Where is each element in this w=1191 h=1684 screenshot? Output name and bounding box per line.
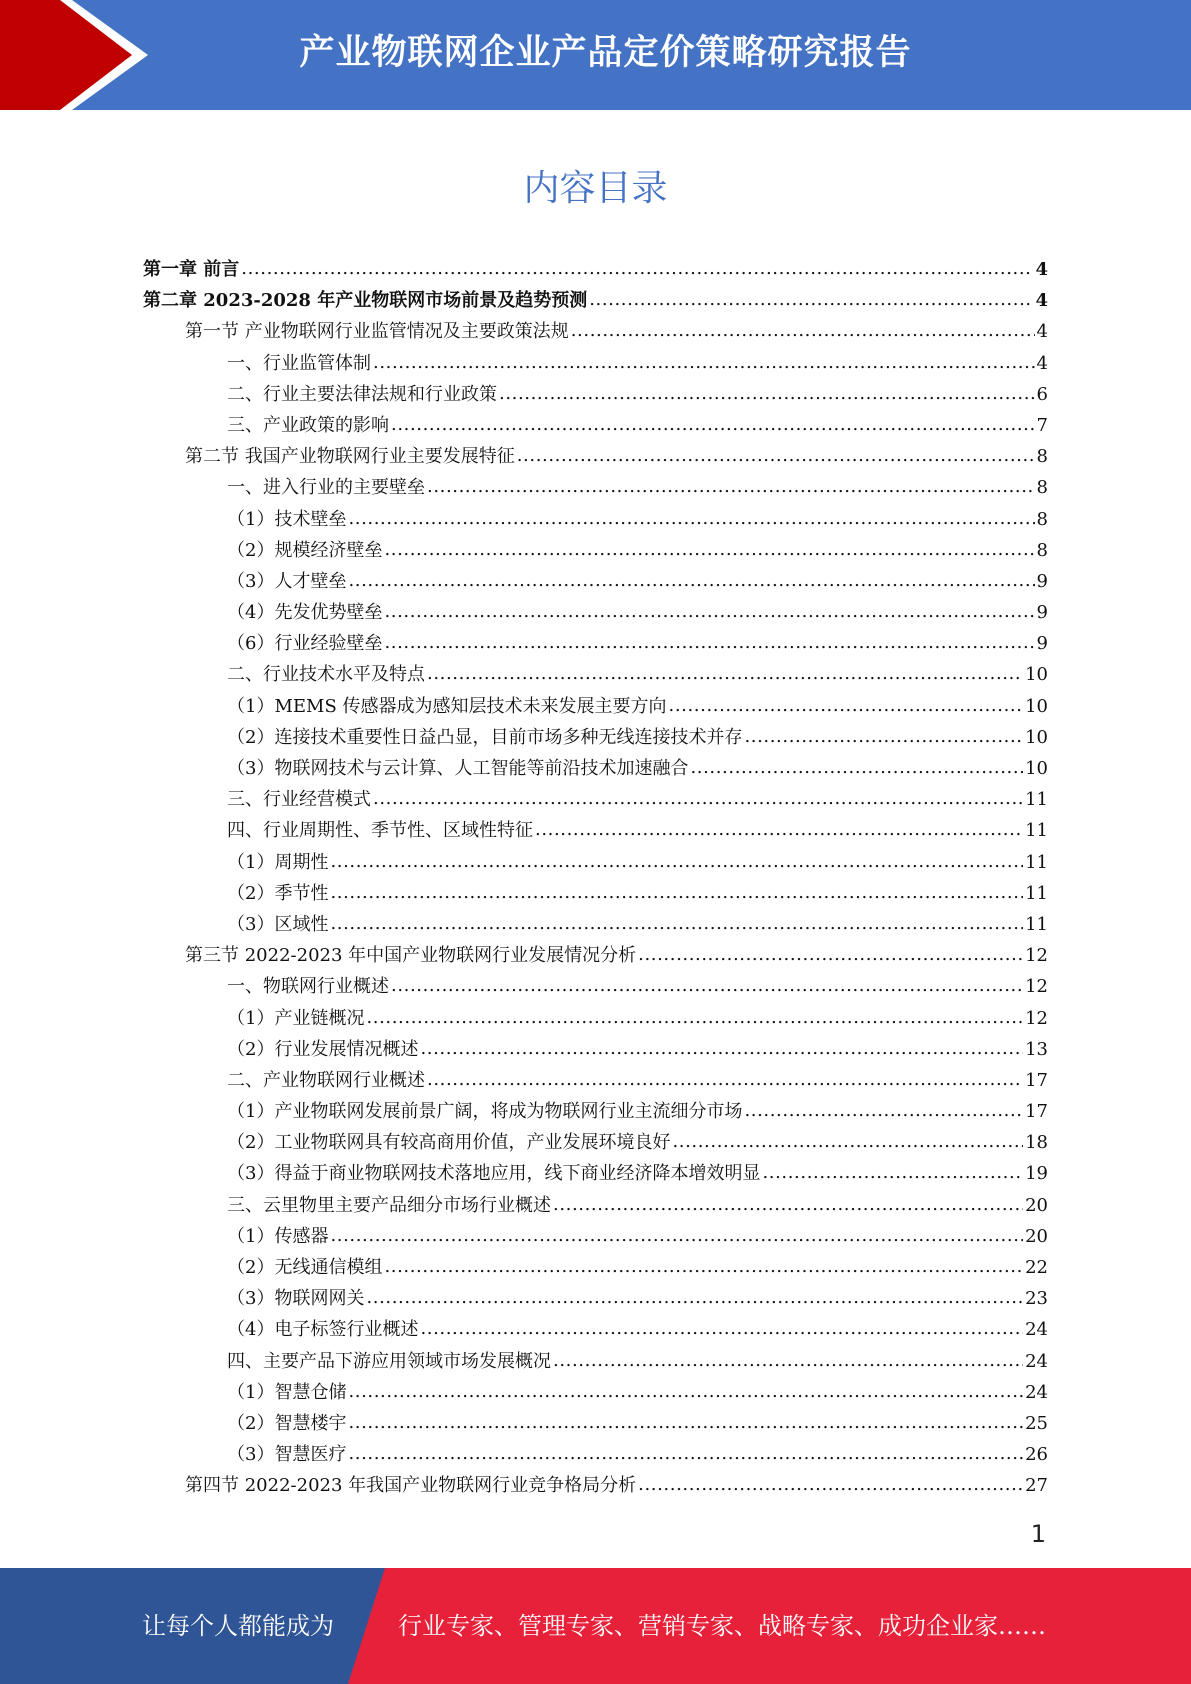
toc-dot-leader (535, 814, 1023, 845)
toc-entry[interactable] (143, 1252, 1048, 1283)
toc-entry-title: 第三节 2022-2023 年中国产业物联网行业发展情况分析 (185, 945, 637, 967)
toc-entry[interactable] (143, 1034, 1048, 1065)
toc-entry[interactable] (143, 1439, 1048, 1470)
footer-slogan-left: 让每个人都能成为 (142, 1612, 334, 1640)
toc-entry-page: 4 (1035, 259, 1048, 280)
toc-entry-title: （2）连接技术重要性日益凸显，目前市场多种无线连接技术并存 (227, 726, 743, 748)
toc-entry[interactable] (143, 1003, 1048, 1034)
toc-dot-leader (420, 1313, 1023, 1344)
toc-dot-leader (391, 970, 1023, 1001)
toc-entry[interactable] (143, 691, 1048, 722)
toc-heading: 内容目录 (523, 168, 668, 209)
toc-entry-page: 7 (1036, 414, 1048, 436)
toc-dot-leader (348, 1438, 1023, 1469)
toc-entry[interactable] (143, 441, 1048, 472)
toc-dot-leader (638, 939, 1023, 970)
toc-entry[interactable] (143, 659, 1048, 690)
toc-entry[interactable] (143, 254, 1048, 285)
toc-entry[interactable] (143, 1408, 1048, 1439)
toc-dot-leader (366, 1002, 1023, 1033)
toc-dot-leader (330, 877, 1023, 908)
toc-dot-leader (589, 284, 1033, 315)
toc-dot-leader (384, 534, 1034, 565)
toc-entry-title: （1）产业链概况 (227, 1007, 365, 1029)
toc-entry-page: 11 (1025, 789, 1048, 811)
toc-entry[interactable] (143, 285, 1048, 316)
toc-entry-title: （1）技术壁垒 (227, 508, 347, 530)
toc-entry-page: 4 (1035, 290, 1048, 312)
toc-entry[interactable] (143, 815, 1048, 846)
toc-dot-leader (330, 1220, 1023, 1251)
toc-entry-page: 8 (1036, 508, 1048, 530)
toc-dot-leader (744, 1095, 1023, 1126)
table-of-contents (143, 254, 1048, 1502)
page-number: 1 (1030, 1520, 1046, 1548)
toc-entry[interactable] (143, 940, 1048, 971)
toc-entry-title: （2）工业物联网具有较高商用价值，产业发展环境良好 (227, 1132, 671, 1154)
toc-entry-page: 11 (1025, 851, 1048, 873)
toc-entry[interactable] (143, 971, 1048, 1002)
toc-entry-title: 四、行业周期性、季节性、区域性特征 (227, 820, 533, 842)
footer-slogan-right: 行业专家、管理专家、营销专家、战略专家、成功企业家…… (398, 1612, 1046, 1640)
toc-entry[interactable] (143, 504, 1048, 535)
toc-entry-title: 二、行业主要法律法规和行业政策 (227, 383, 497, 405)
toc-entry-page: 25 (1025, 1412, 1048, 1434)
toc-entry-page: 13 (1025, 1038, 1048, 1060)
toc-dot-leader (348, 565, 1034, 596)
toc-entry[interactable] (143, 472, 1048, 503)
toc-entry-title: （4）电子标签行业概述 (227, 1319, 419, 1341)
toc-entry-page: 27 (1025, 1475, 1048, 1497)
toc-entry-page: 23 (1025, 1288, 1048, 1310)
toc-entry-page: 11 (1025, 820, 1048, 842)
toc-entry-page: 8 (1036, 539, 1048, 561)
toc-dot-leader (669, 690, 1024, 721)
toc-entry-title: （2）季节性 (227, 882, 329, 904)
toc-dot-leader (420, 1033, 1023, 1064)
toc-entry[interactable] (143, 1190, 1048, 1221)
toc-entry[interactable] (143, 316, 1048, 347)
toc-dot-leader (384, 627, 1034, 658)
toc-entry[interactable] (143, 535, 1048, 566)
toc-entry-title: 三、行业经营模式 (227, 789, 371, 811)
toc-dot-leader (348, 1407, 1023, 1438)
toc-entry[interactable] (143, 722, 1048, 753)
toc-entry-title: 四、主要产品下游应用领域市场发展概况 (227, 1350, 551, 1372)
toc-entry[interactable] (143, 348, 1048, 379)
toc-entry-page: 6 (1036, 383, 1048, 405)
toc-entry[interactable] (143, 1346, 1048, 1377)
toc-entry-page: 22 (1025, 1257, 1048, 1278)
header-band (0, 0, 1191, 110)
toc-entry[interactable] (143, 1283, 1048, 1314)
toc-entry-page: 20 (1025, 1194, 1048, 1216)
toc-entry-page: 10 (1025, 695, 1048, 717)
toc-entry-title: （1）MEMS 传感器成为感知层技术未来发展主要方向 (227, 695, 667, 717)
toc-dot-leader (571, 315, 1035, 346)
toc-entry-title: （2）行业发展情况概述 (227, 1038, 419, 1060)
toc-entry-title: （1）传感器 (227, 1225, 329, 1247)
toc-dot-leader (330, 846, 1023, 877)
toc-dot-leader (384, 1251, 1023, 1282)
toc-entry[interactable] (143, 784, 1048, 815)
toc-entry[interactable] (143, 1158, 1048, 1189)
toc-dot-leader (241, 253, 1033, 284)
toc-entry-title: （1）智慧仓储 (227, 1381, 347, 1403)
toc-dot-leader (499, 378, 1035, 409)
toc-dot-leader (427, 658, 1023, 689)
toc-entry-title: 第一节 产业物联网行业监管情况及主要政策法规 (185, 321, 569, 343)
toc-dot-leader (553, 1189, 1023, 1220)
toc-entry[interactable] (143, 1470, 1048, 1501)
toc-entry-page: 9 (1036, 602, 1048, 624)
toc-entry-page: 10 (1025, 726, 1048, 748)
toc-entry[interactable] (143, 847, 1048, 878)
toc-entry-title: 三、云里物里主要产品细分市场行业概述 (227, 1194, 551, 1216)
toc-entry-title: （3）物联网网关 (227, 1288, 365, 1310)
toc-entry-title: （3）人才壁垒 (227, 570, 347, 592)
toc-entry-title: （3）物联网技术与云计算、人工智能等前沿技术加速融合 (227, 758, 689, 779)
toc-entry[interactable] (143, 1127, 1048, 1158)
toc-entry-title: 第一章 前言 (143, 259, 240, 280)
toc-entry-page: 19 (1025, 1163, 1048, 1185)
toc-entry-title: 第二节 我国产业物联网行业主要发展特征 (185, 446, 515, 468)
toc-entry-title: 二、行业技术水平及特点 (227, 664, 425, 686)
toc-entry-page: 8 (1036, 446, 1048, 468)
toc-entry-page: 24 (1025, 1350, 1048, 1372)
toc-entry-title: （2）规模经济壁垒 (227, 539, 383, 561)
toc-entry-title: 一、进入行业的主要壁垒 (227, 477, 425, 499)
toc-entry-title: 第二章 2023-2028 年产业物联网市场前景及趋势预测 (143, 290, 588, 312)
footer-band (0, 1568, 1191, 1684)
toc-entry-title: 三、产业政策的影响 (227, 414, 389, 436)
toc-entry[interactable] (143, 753, 1048, 784)
toc-entry-page: 17 (1025, 1069, 1048, 1091)
toc-entry-title: （4）先发优势壁垒 (227, 602, 383, 624)
toc-entry-page: 10 (1025, 664, 1048, 686)
toc-entry[interactable] (143, 1221, 1048, 1252)
toc-entry-page: 20 (1025, 1225, 1048, 1247)
toc-entry-page: 4 (1036, 352, 1048, 374)
toc-entry-page: 10 (1025, 758, 1048, 779)
toc-dot-leader (373, 347, 1035, 378)
toc-dot-leader (762, 1157, 1023, 1188)
toc-dot-leader (348, 503, 1034, 534)
toc-entry[interactable] (143, 566, 1048, 597)
toc-entry-title: （1）周期性 (227, 851, 329, 873)
toc-entry-page: 9 (1036, 570, 1048, 592)
toc-entry[interactable] (143, 1314, 1048, 1345)
toc-dot-leader (427, 1064, 1023, 1095)
toc-dot-leader (744, 721, 1023, 752)
toc-entry-title: 一、物联网行业概述 (227, 976, 389, 998)
toc-entry[interactable] (143, 379, 1048, 410)
toc-entry[interactable] (143, 628, 1048, 659)
toc-dot-leader (348, 1376, 1023, 1407)
toc-entry-title: （2）智慧楼宇 (227, 1412, 347, 1434)
toc-entry-title: （3）区域性 (227, 913, 329, 935)
toc-entry-page: 12 (1025, 976, 1048, 998)
toc-entry-title: （6）行业经验壁垒 (227, 633, 383, 655)
toc-entry-page: 4 (1036, 321, 1048, 343)
toc-entry-title: （3）智慧医疗 (227, 1444, 347, 1466)
toc-entry[interactable] (143, 410, 1048, 441)
toc-dot-leader (330, 908, 1023, 939)
toc-entry-title: 二、产业物联网行业概述 (227, 1069, 425, 1091)
toc-entry-title: （2）无线通信模组 (227, 1257, 383, 1278)
toc-entry[interactable] (143, 878, 1048, 909)
toc-dot-leader (373, 783, 1023, 814)
toc-dot-leader (672, 1126, 1023, 1157)
toc-entry-page: 24 (1025, 1381, 1048, 1403)
toc-dot-leader (638, 1469, 1023, 1500)
report-title: 产业物联网企业产品定价策略研究报告 (299, 33, 912, 73)
toc-entry[interactable] (143, 909, 1048, 940)
toc-entry-page: 18 (1025, 1132, 1048, 1154)
toc-dot-leader (384, 596, 1034, 627)
toc-dot-leader (391, 409, 1035, 440)
toc-entry[interactable] (143, 1377, 1048, 1408)
toc-entry-title: （3）得益于商业物联网技术落地应用，线下商业经济降本增效明显 (227, 1163, 761, 1185)
toc-dot-leader (690, 752, 1023, 783)
toc-entry-page: 17 (1025, 1101, 1048, 1123)
toc-entry-page: 12 (1025, 945, 1048, 967)
toc-entry-title: （1）产业物联网发展前景广阔，将成为物联网行业主流细分市场 (227, 1101, 743, 1123)
toc-entry-page: 26 (1025, 1444, 1048, 1466)
toc-dot-leader (427, 471, 1035, 502)
toc-entry-page: 8 (1036, 477, 1048, 499)
toc-entry[interactable] (143, 597, 1048, 628)
toc-entry-page: 11 (1025, 882, 1048, 904)
toc-entry-title: 第四节 2022-2023 年我国产业物联网行业竞争格局分析 (185, 1475, 637, 1497)
toc-entry[interactable] (143, 1096, 1048, 1127)
toc-dot-leader (553, 1345, 1023, 1376)
toc-dot-leader (517, 440, 1035, 471)
toc-entry-title: 一、行业监管体制 (227, 352, 371, 374)
toc-entry-page: 24 (1025, 1319, 1048, 1341)
toc-entry-page: 12 (1025, 1007, 1048, 1029)
toc-entry[interactable] (143, 1065, 1048, 1096)
toc-dot-leader (366, 1282, 1023, 1313)
toc-entry-page: 11 (1025, 913, 1048, 935)
toc-entry-page: 9 (1036, 633, 1048, 655)
